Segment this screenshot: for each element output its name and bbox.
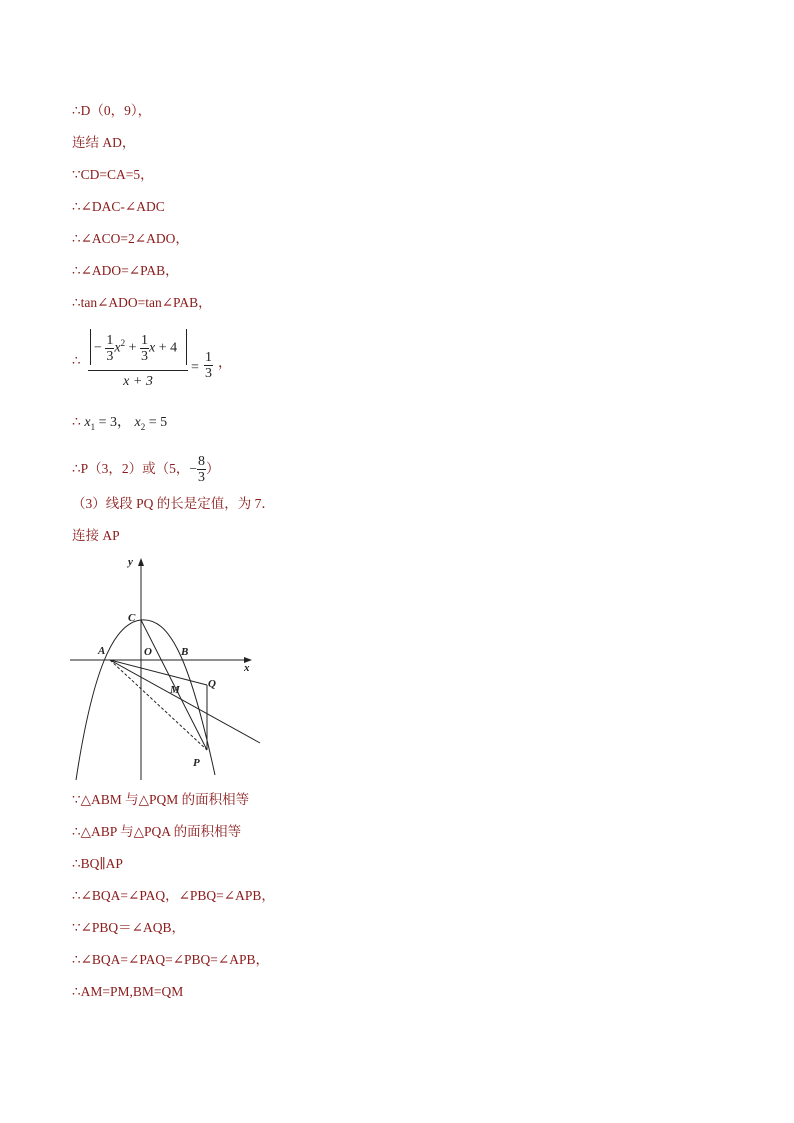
segment-aq <box>110 660 207 685</box>
fraction-eight-thirds: $\frac{8}{3}$ <box>197 454 205 486</box>
therefore-symbol: ∴ <box>72 353 81 368</box>
equation-roots: ∴ $x_1 = 3$， $x_2 = 5$ <box>72 415 168 432</box>
step-am-pm: ∴AM=PM,BM=QM <box>72 984 184 999</box>
fraction-one-third-b: $\frac{1}{3}$ <box>141 333 149 364</box>
label-a: A <box>98 645 106 657</box>
trailing-comma: ， <box>218 356 232 371</box>
step-tan-equal: ∴tan∠ADO=tan∠PAB， <box>72 295 212 310</box>
label-y: y <box>128 556 133 568</box>
step-pbq-aqb: ∵∠PBQ＝∠AQB， <box>72 920 185 935</box>
label-o: O <box>144 646 152 658</box>
step-p-coordinates: ∴P（3，2）或（5，− $\frac{8}{3}$ ） <box>72 454 220 486</box>
label-c: C <box>128 612 136 624</box>
abs-bar-left <box>90 329 91 365</box>
segment-ap-dashed <box>110 660 207 750</box>
fraction-one-third-rhs: $\frac{1}{3}$ <box>205 350 212 381</box>
main-fraction-bar <box>88 370 188 371</box>
y-axis-arrow <box>138 558 144 566</box>
label-m: M <box>170 684 180 696</box>
equals-sign: = <box>191 360 199 375</box>
geometry-figure <box>70 555 270 785</box>
step-angle-aco: ∴∠ACO=2∠ADO， <box>72 231 189 246</box>
label-p: P <box>193 757 200 769</box>
step-alternate-angles: ∴∠BQA=∠PAQ，∠PBQ=∠APB， <box>72 888 275 903</box>
step-d-coordinates: ∴D（0，9）， <box>72 103 152 118</box>
parabola-curve <box>76 620 215 780</box>
step-angle-ado: ∴∠ADO=∠PAB， <box>72 263 179 278</box>
label-x: x <box>244 662 250 674</box>
step-connect-ad: 连结 AD， <box>72 135 136 150</box>
step-bq-parallel-ap: ∴BQ∥AP <box>72 856 123 871</box>
step-cd-ca: ∵CD=CA=5， <box>72 167 154 182</box>
part3-statement: （3）线段 PQ 的长是定值，为 7． <box>72 496 275 511</box>
denominator-expression: x + 3 <box>123 374 153 389</box>
label-b: B <box>181 646 189 658</box>
step-angle-dac: ∴∠DAC-∠ADC <box>72 199 165 214</box>
numerator-expression: − $\frac{1}{3}$ $x^2$ + $\frac{1}{3}$ x + 4 <box>94 333 178 364</box>
line-through-a <box>110 660 260 743</box>
step-area-abm-pqm: ∵△ABM 与△PQM 的面积相等 <box>72 792 250 807</box>
step-connect-ap: 连接 AP <box>72 528 120 543</box>
label-q: Q <box>208 678 216 690</box>
abs-bar-right <box>186 329 187 365</box>
step-angles-equal: ∴∠BQA=∠PAQ=∠PBQ=∠APB， <box>72 952 269 967</box>
step-area-abp-pqa: ∴△ABP 与△PQA 的面积相等 <box>72 824 242 839</box>
fraction-one-third-a: $\frac{1}{3}$ <box>106 333 114 364</box>
